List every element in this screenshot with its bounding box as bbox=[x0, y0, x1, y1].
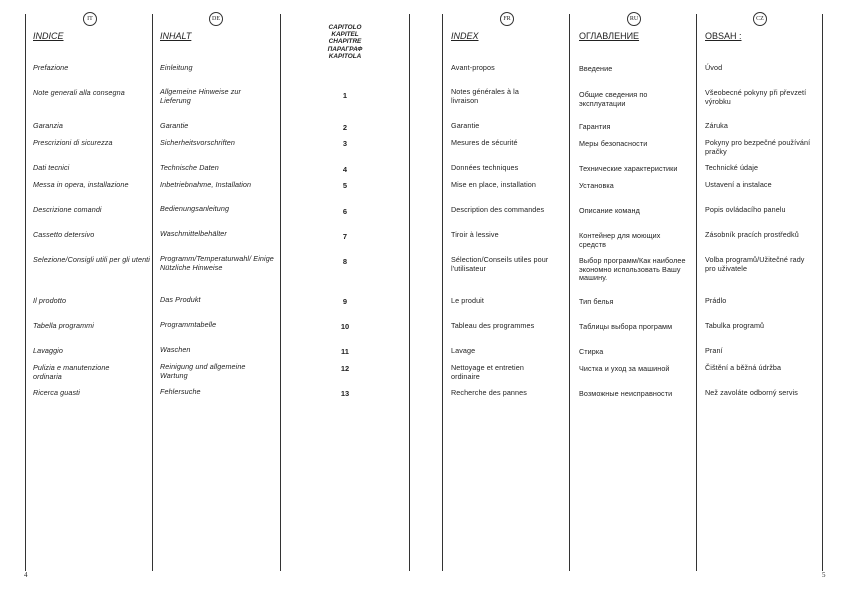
language-badge-fr: FR bbox=[500, 12, 514, 26]
toc-entry-fr: Lavage bbox=[451, 346, 476, 355]
language-badge-ru: RU bbox=[627, 12, 641, 26]
toc-entry-cz: Úvod bbox=[705, 63, 723, 72]
chapter-header bbox=[312, 24, 378, 60]
chapter-number: 10 bbox=[340, 322, 350, 331]
chapter-number: 8 bbox=[342, 257, 348, 266]
toc-entry-cz: Než zavoláte odborný servis bbox=[705, 388, 798, 397]
toc-entry-de: Garantie bbox=[160, 121, 189, 130]
toc-entry-fr: Mise en place, installation bbox=[451, 180, 537, 189]
toc-entry-cz: Praní bbox=[705, 346, 723, 355]
toc-entry-ru: Тип белья bbox=[579, 297, 614, 306]
chapter-number: 7 bbox=[342, 232, 348, 241]
toc-entry-fr: Description des commandes bbox=[451, 205, 545, 214]
toc-entry-cz: Tabulka programů bbox=[705, 321, 765, 330]
toc-entry-fr: Le produit bbox=[451, 296, 484, 305]
chapter-number: 6 bbox=[342, 207, 348, 216]
language-badge-de: DE bbox=[209, 12, 223, 26]
toc-entry-ru: Возможные неисправности bbox=[579, 389, 673, 398]
column-divider bbox=[822, 14, 823, 571]
toc-entry-cz: Pokyny pro bezpečné používání pračky bbox=[705, 138, 811, 156]
chapter-number: 13 bbox=[340, 389, 350, 398]
toc-entry-de: Programm/Temperaturwahl/ Einige Nützliche Hinweise bbox=[160, 254, 274, 272]
toc-entry-de: Inbetriebnahme, Installation bbox=[160, 180, 252, 189]
toc-entry-de: Waschen bbox=[160, 345, 191, 354]
toc-entry-de: Sicherheitsvorschriften bbox=[160, 138, 236, 147]
chapter-number: 2 bbox=[342, 123, 348, 132]
toc-entry-it: Cassetto detersivo bbox=[33, 230, 95, 239]
column-divider bbox=[442, 14, 443, 571]
toc-entry-ru: Контейнер для моющих средств bbox=[579, 231, 661, 249]
toc-entry-cz: Záruka bbox=[705, 121, 728, 130]
toc-entry-ru: Общие сведения по эксплуатации bbox=[579, 90, 648, 108]
toc-entry-ru: Описание команд bbox=[579, 206, 640, 215]
column-divider bbox=[409, 14, 410, 571]
toc-entry-ru: Технические характеристики bbox=[579, 164, 678, 173]
heading-it: INDICE bbox=[33, 31, 64, 41]
toc-entry-ru: Выбор программ/Как наиболее экономно использовать Вашу машину. bbox=[579, 256, 686, 283]
toc-entry-de: Technische Daten bbox=[160, 163, 219, 172]
toc-entry-fr: Mesures de sécurité bbox=[451, 138, 518, 147]
chapter-header-de: KAPITEL bbox=[331, 31, 359, 39]
toc-entry-it: Selezione/Consigli utili per gli utenti bbox=[33, 255, 150, 264]
toc-entry-it: Descrizione comandi bbox=[33, 205, 102, 214]
chapter-number: 9 bbox=[342, 297, 348, 306]
toc-entry-de: Waschmittelbehälter bbox=[160, 229, 227, 238]
chapter-header-ru: ПАРАГРАФ bbox=[327, 45, 363, 53]
toc-entry-fr: Avant-propos bbox=[451, 63, 495, 72]
toc-entry-ru: Установка bbox=[579, 181, 614, 190]
toc-entry-de: Einleitung bbox=[160, 63, 193, 72]
toc-entry-cz: Popis ovládacího panelu bbox=[705, 205, 786, 214]
toc-entry-fr: Tiroir à lessive bbox=[451, 230, 499, 239]
chapter-header-it: CAPITOLO bbox=[328, 24, 362, 31]
toc-entry-cz: Čištění a běžná údržba bbox=[705, 363, 782, 372]
toc-entry-ru: Введение bbox=[579, 64, 613, 73]
chapter-number: 1 bbox=[342, 91, 348, 100]
chapter-header-cz: KAPITOLA bbox=[328, 52, 362, 60]
toc-entry-it: Dati tecnici bbox=[33, 163, 70, 172]
toc-entry-it: Note generali alla consegna bbox=[33, 88, 125, 97]
toc-entry-cz: Technické údaje bbox=[705, 163, 759, 172]
toc-entry-fr: Recherche des pannes bbox=[451, 388, 527, 397]
toc-entry-de: Fehlersuche bbox=[160, 387, 201, 396]
toc-entry-de: Allgemeine Hinweise zur Lieferung bbox=[160, 87, 241, 105]
heading-de: INHALT bbox=[160, 31, 192, 41]
column-divider bbox=[280, 14, 281, 571]
toc-entry-it: Lavaggio bbox=[33, 346, 63, 355]
chapter-number: 3 bbox=[342, 139, 348, 148]
column-divider bbox=[25, 14, 26, 571]
chapter-number: 4 bbox=[342, 165, 348, 174]
toc-entry-ru: Гарантия bbox=[579, 122, 611, 131]
heading-fr: INDEX bbox=[451, 31, 479, 41]
toc-entry-it: Ricerca guasti bbox=[33, 388, 80, 397]
toc-entry-cz: Ustavení a instalace bbox=[705, 180, 772, 189]
language-badge-cz: CZ bbox=[753, 12, 767, 26]
chapter-number: 5 bbox=[342, 181, 348, 190]
chapter-header-fr: CHAPITRE bbox=[328, 38, 362, 46]
toc-entry-ru: Таблицы выбора программ bbox=[579, 322, 673, 331]
toc-entry-de: Das Produkt bbox=[160, 295, 201, 304]
heading-ru: ОГЛАВЛЕНИЕ bbox=[579, 31, 640, 41]
page-number-right: 5 bbox=[822, 571, 826, 579]
chapter-number: 12 bbox=[340, 364, 350, 373]
toc-entry-fr: Données techniques bbox=[451, 163, 519, 172]
heading-cz: OBSAH : bbox=[705, 31, 742, 41]
column-divider bbox=[696, 14, 697, 571]
toc-entry-cz: Zásobník pracích prostředků bbox=[705, 230, 799, 239]
column-divider bbox=[152, 14, 153, 571]
chapter-number: 11 bbox=[341, 347, 349, 356]
toc-entry-cz: Prádlo bbox=[705, 296, 727, 305]
toc-entry-cz: Všeobecné pokyny při převzetí výrobku bbox=[705, 88, 807, 106]
toc-entry-fr: Nettoyage et entretien ordinaire bbox=[451, 363, 524, 381]
toc-entry-fr: Garantie bbox=[451, 121, 480, 130]
page-number-left: 4 bbox=[24, 571, 28, 579]
toc-entry-ru: Меры безопасности bbox=[579, 139, 648, 148]
toc-entry-de: Reinigung und allgemeine Wartung bbox=[160, 362, 246, 380]
toc-entry-it: Garanzia bbox=[33, 121, 63, 130]
toc-entry-fr: Sélection/Conseils utiles pour l'utilisateur bbox=[451, 255, 549, 273]
column-divider bbox=[569, 14, 570, 571]
toc-entry-de: Bedienungsanleitung bbox=[160, 204, 230, 213]
toc-entry-ru: Стирка bbox=[579, 347, 604, 356]
toc-entry-cz: Volba programů/Užitečné rady pro uživatele bbox=[705, 255, 805, 273]
language-badge-it: IT bbox=[83, 12, 97, 26]
toc-entry-it: Messa in opera, installazione bbox=[33, 180, 129, 189]
toc-entry-fr: Notes générales à la livraison bbox=[451, 87, 519, 105]
toc-entry-fr: Tableau des programmes bbox=[451, 321, 535, 330]
toc-entry-it: Pulizia e manutenzione ordinaria bbox=[33, 363, 110, 381]
toc-entry-it: Prescrizioni di sicurezza bbox=[33, 138, 113, 147]
toc-entry-it: Il prodotto bbox=[33, 296, 67, 305]
toc-entry-de: Programmtabelle bbox=[160, 320, 217, 329]
toc-entry-it: Prefazione bbox=[33, 63, 69, 72]
toc-entry-ru: Чистка и уход за машиной bbox=[579, 364, 670, 373]
toc-entry-it: Tabella programmi bbox=[33, 321, 94, 330]
